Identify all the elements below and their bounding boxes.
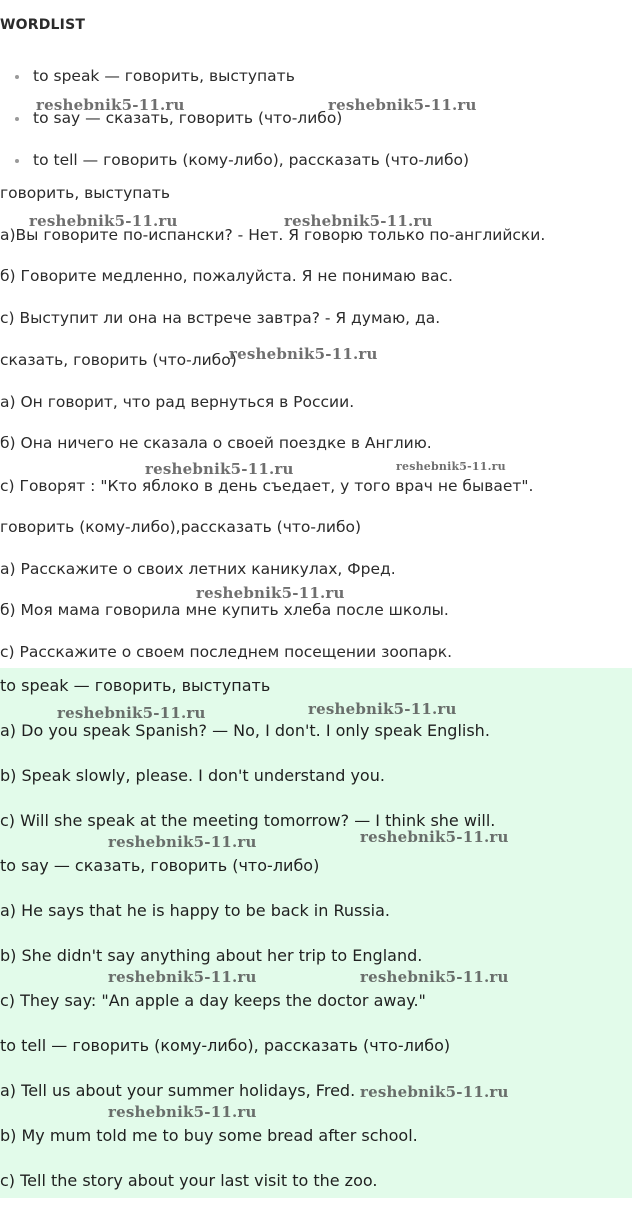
bullet-dot-icon [15,75,19,79]
watermark: reshebnik5-11.ru [360,828,509,846]
wordlist-heading: WORDLIST [0,17,86,33]
watermark: reshebnik5-11.ru [108,968,257,986]
wordlist-item-say: to say — сказать, говорить (что-либо) [33,109,343,127]
english-answers-panel [0,668,632,1198]
en-tell-example-c: c) Tell the story about your last visit to the zoo. [0,1171,378,1190]
en-speak-heading: to speak — говорить, выступать [0,676,271,695]
en-say-example-a: a) He says that he is happy to be back in Russia. [0,901,391,920]
ru-say-heading: сказать, говорить (что-либо) [0,351,237,369]
watermark: reshebnik5-11.ru [308,700,457,718]
ru-tell-heading: говорить (кому-либо),рассказать (что-либо) [0,518,362,536]
watermark: reshebnik5-11.ru [360,1083,509,1101]
watermark: reshebnik5-11.ru [108,833,257,851]
ru-speak-heading: говорить, выступать [0,184,171,202]
en-speak-example-a: a) Do you speak Spanish? — No, I don't. I only speak English. [0,721,490,740]
ru-tell-example-b: б) Моя мама говорила мне купить хлеба после школы. [0,601,449,619]
watermark: reshebnik5-11.ru [196,584,345,602]
bullet-dot-icon [15,117,19,121]
watermark: reshebnik5-11.ru [145,460,294,478]
watermark: reshebnik5-11.ru [284,212,433,230]
wordlist-item-tell: to tell — говорить (кому-либо), рассказать (что-либо) [33,151,470,169]
bullet-dot-icon [15,159,19,163]
en-say-example-b: b) She didn't say anything about her trip to England. [0,946,423,965]
en-speak-example-c: c) Will she speak at the meeting tomorrow? — I think she will. [0,811,496,830]
watermark: reshebnik5-11.ru [29,212,178,230]
ru-say-example-a: а) Он говорит, что рад вернуться в России. [0,393,355,411]
ru-speak-example-b: б) Говорите медленно, пожалуйста. Я не понимаю вас. [0,267,453,285]
en-tell-example-b: b) My mum told me to buy some bread after school. [0,1126,418,1145]
en-say-example-c: c) They say: "An apple a day keeps the doctor away." [0,991,426,1010]
ru-tell-example-a: а) Расскажите о своих летних каникулах, Фред. [0,560,396,578]
ru-say-example-b: б) Она ничего не сказала о своей поездке в Англию. [0,434,432,452]
ru-say-example-c: с) Говорят : "Кто яблоко в день съедает, у того врач не бывает". [0,477,534,495]
en-tell-example-a: a) Tell us about your summer holidays, Fred. [0,1081,356,1100]
watermark: reshebnik5-11.ru [396,460,506,473]
watermark: reshebnik5-11.ru [360,968,509,986]
watermark: reshebnik5-11.ru [57,704,206,722]
en-speak-example-b: b) Speak slowly, please. I don't understand you. [0,766,385,785]
watermark: reshebnik5-11.ru [108,1103,257,1121]
wordlist-item-speak: to speak — говорить, выступать [33,67,295,85]
watermark: reshebnik5-11.ru [36,96,185,114]
ru-speak-example-c: с) Выступит ли она на встрече завтра? - Я думаю, да. [0,309,441,327]
watermark: reshebnik5-11.ru [328,96,477,114]
ru-tell-example-c: с) Расскажите о своем последнем посещении зоопарк. [0,643,453,661]
en-tell-heading: to tell — говорить (кому-либо), рассказать (что-либо) [0,1036,451,1055]
ru-speak-example-a: а)Вы говорите по-испански? - Нет. Я говорю только по-английски. [0,226,546,244]
en-say-heading: to say — сказать, говорить (что-либо) [0,856,320,875]
watermark: reshebnik5-11.ru [229,345,378,363]
